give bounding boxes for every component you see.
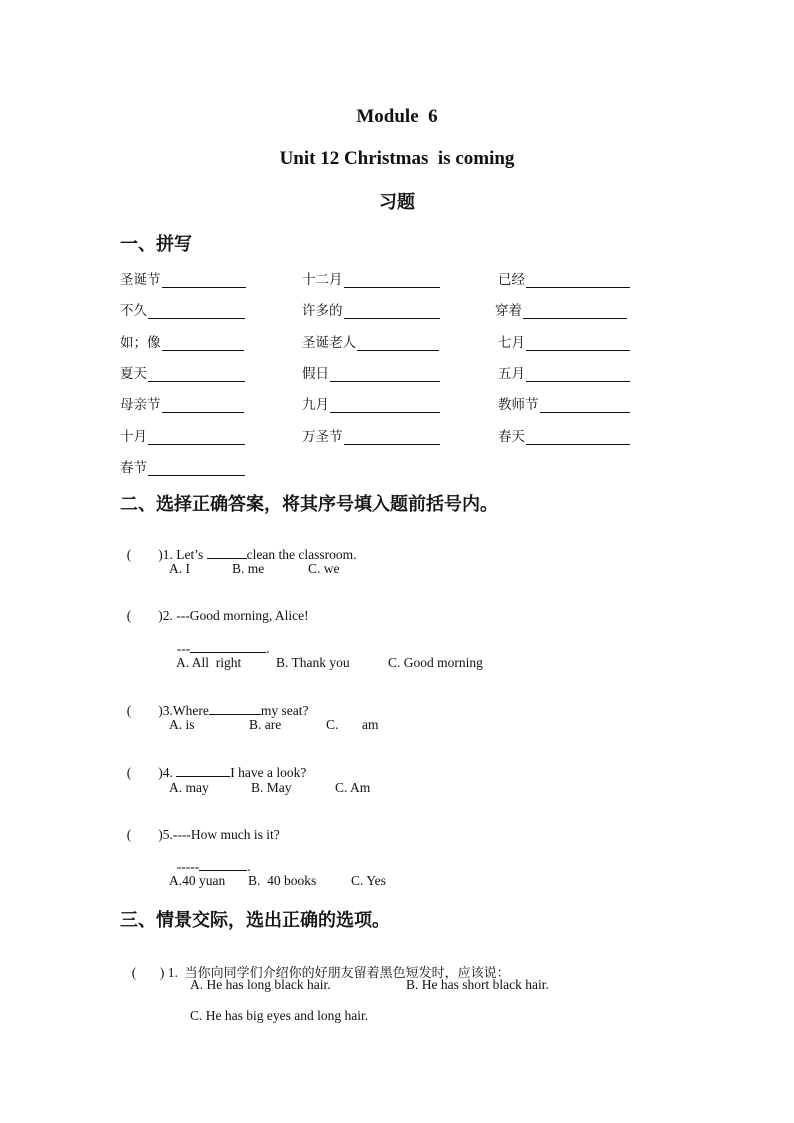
question-text: . bbox=[266, 641, 270, 656]
question-text: 1. Let’s bbox=[162, 547, 207, 562]
answer-blank[interactable] bbox=[357, 336, 439, 351]
spelling-label: 十二月 bbox=[302, 272, 343, 288]
unit-title: Unit 12 Christmas is coming bbox=[279, 148, 515, 169]
question-5 bbox=[120, 811, 280, 843]
spelling-item bbox=[302, 425, 440, 445]
spelling-item bbox=[498, 393, 630, 413]
option-b: B. May bbox=[251, 780, 292, 795]
spelling-label: 万圣节 bbox=[302, 429, 343, 445]
spelling-item bbox=[302, 393, 440, 413]
section2-title: 二、选择正确答案，将其序号填入题前括号内。 bbox=[120, 494, 498, 515]
spelling-item bbox=[498, 331, 630, 351]
option-c: C. Am bbox=[335, 780, 371, 795]
spelling-item bbox=[120, 362, 245, 382]
spelling-item bbox=[498, 425, 630, 445]
spelling-label: 九月 bbox=[302, 397, 329, 413]
answer-blank[interactable] bbox=[344, 273, 440, 288]
answer-blank[interactable] bbox=[162, 398, 244, 413]
question-2 bbox=[120, 592, 309, 624]
spelling-item bbox=[302, 362, 440, 382]
answer-blank[interactable] bbox=[330, 367, 440, 382]
answer-blank[interactable] bbox=[199, 858, 247, 871]
answer-paren[interactable]: ( ) bbox=[126, 608, 163, 623]
spelling-item bbox=[120, 456, 245, 476]
question-number: 1. bbox=[167, 965, 178, 980]
spelling-item bbox=[495, 299, 627, 319]
spelling-label: 春节 bbox=[120, 460, 147, 476]
spelling-label: 夏天 bbox=[120, 366, 147, 382]
option-a: A. I bbox=[169, 561, 190, 576]
answer-blank[interactable] bbox=[209, 702, 261, 715]
question-1 bbox=[120, 530, 356, 563]
option-c: C. He has big eyes and long hair. bbox=[190, 1008, 369, 1023]
section1-title: 一、拼写 bbox=[120, 234, 192, 255]
question-4 bbox=[120, 748, 306, 781]
question-text: --- bbox=[176, 641, 191, 656]
spelling-item bbox=[498, 362, 630, 382]
option-b: B. Thank you bbox=[276, 655, 350, 670]
question-2-reply bbox=[170, 624, 270, 657]
option-b: B. He has short black hair. bbox=[406, 977, 549, 992]
spelling-label: 教师节 bbox=[498, 397, 539, 413]
spelling-label: 许多的 bbox=[302, 303, 343, 319]
option-c: C. am bbox=[326, 717, 379, 732]
question-text: 4. bbox=[162, 765, 177, 780]
answer-blank[interactable] bbox=[540, 398, 630, 413]
spelling-item bbox=[302, 331, 439, 351]
exercise-subtitle: 习题 bbox=[379, 192, 415, 213]
spelling-label: 五月 bbox=[498, 366, 525, 382]
spelling-label: 已经 bbox=[498, 272, 525, 288]
spelling-label: 七月 bbox=[498, 335, 525, 351]
answer-blank[interactable] bbox=[526, 430, 630, 445]
spelling-item bbox=[120, 331, 244, 351]
spelling-item bbox=[498, 268, 630, 288]
spelling-label: 十月 bbox=[120, 429, 147, 445]
option-c: C. we bbox=[308, 561, 340, 576]
spelling-item bbox=[120, 425, 245, 445]
answer-blank[interactable] bbox=[148, 367, 245, 382]
spelling-item bbox=[302, 268, 440, 288]
spelling-label: 圣诞节 bbox=[120, 272, 161, 288]
answer-blank[interactable] bbox=[344, 430, 440, 445]
answer-blank[interactable] bbox=[162, 336, 244, 351]
question-text: ----- bbox=[176, 859, 200, 874]
spelling-item bbox=[302, 299, 440, 319]
spelling-label: 不久 bbox=[120, 303, 147, 319]
answer-blank[interactable] bbox=[330, 398, 440, 413]
question-prompt: 当你向同学们介绍你的好朋友留着黑色短发时，应该说： bbox=[184, 966, 510, 981]
answer-blank[interactable] bbox=[207, 546, 247, 559]
option-c: C. Good morning bbox=[388, 655, 483, 670]
option-a: A. is bbox=[169, 717, 195, 732]
answer-blank[interactable] bbox=[523, 304, 627, 319]
spelling-label: 如；像 bbox=[120, 335, 161, 351]
answer-paren[interactable]: ( ) bbox=[126, 827, 163, 842]
answer-blank[interactable] bbox=[190, 640, 266, 653]
answer-blank[interactable] bbox=[176, 764, 230, 777]
answer-blank[interactable] bbox=[526, 367, 630, 382]
question-5-reply bbox=[170, 842, 251, 875]
answer-paren[interactable]: ( ) bbox=[131, 965, 165, 980]
situation-question-1 bbox=[125, 946, 510, 981]
option-a: A.40 yuan bbox=[169, 873, 226, 888]
option-b: B. 40 books bbox=[248, 873, 317, 888]
section3-title: 三、情景交际，选出正确的选项。 bbox=[120, 910, 390, 931]
spelling-label: 圣诞老人 bbox=[302, 335, 356, 351]
spelling-item bbox=[120, 268, 246, 288]
answer-blank[interactable] bbox=[148, 430, 245, 445]
spelling-item bbox=[120, 393, 244, 413]
spelling-label: 穿着 bbox=[495, 303, 522, 319]
spelling-label: 春天 bbox=[498, 429, 525, 445]
question-text: 2. ---Good morning, Alice! bbox=[162, 608, 309, 623]
question-text: clean the classroom. bbox=[246, 547, 357, 562]
answer-paren[interactable]: ( ) bbox=[126, 703, 163, 718]
answer-blank[interactable] bbox=[148, 304, 245, 319]
option-a: A. He has long black hair. bbox=[190, 977, 331, 992]
question-text: my seat? bbox=[260, 703, 309, 718]
answer-blank[interactable] bbox=[526, 273, 630, 288]
spelling-label: 母亲节 bbox=[120, 397, 161, 413]
answer-blank[interactable] bbox=[344, 304, 440, 319]
answer-blank[interactable] bbox=[162, 273, 246, 288]
question-text: 5.----How much is it? bbox=[162, 827, 280, 842]
question-3 bbox=[120, 686, 308, 719]
option-b: B. are bbox=[249, 717, 282, 732]
question-text: I have a look? bbox=[230, 765, 307, 780]
answer-paren[interactable]: ( ) bbox=[126, 547, 163, 562]
module-title: Module 6 bbox=[356, 106, 438, 127]
question-text: . bbox=[247, 859, 251, 874]
spelling-item bbox=[120, 299, 245, 319]
question-text: 3.Where bbox=[162, 703, 209, 718]
option-c: C. Yes bbox=[351, 873, 386, 888]
answer-paren[interactable]: ( ) bbox=[126, 765, 163, 780]
option-a: A. All right bbox=[176, 655, 242, 670]
answer-blank[interactable] bbox=[526, 336, 630, 351]
spelling-label: 假日 bbox=[302, 366, 329, 382]
option-a: A. may bbox=[169, 780, 209, 795]
answer-blank[interactable] bbox=[148, 461, 245, 476]
option-b: B. me bbox=[232, 561, 265, 576]
